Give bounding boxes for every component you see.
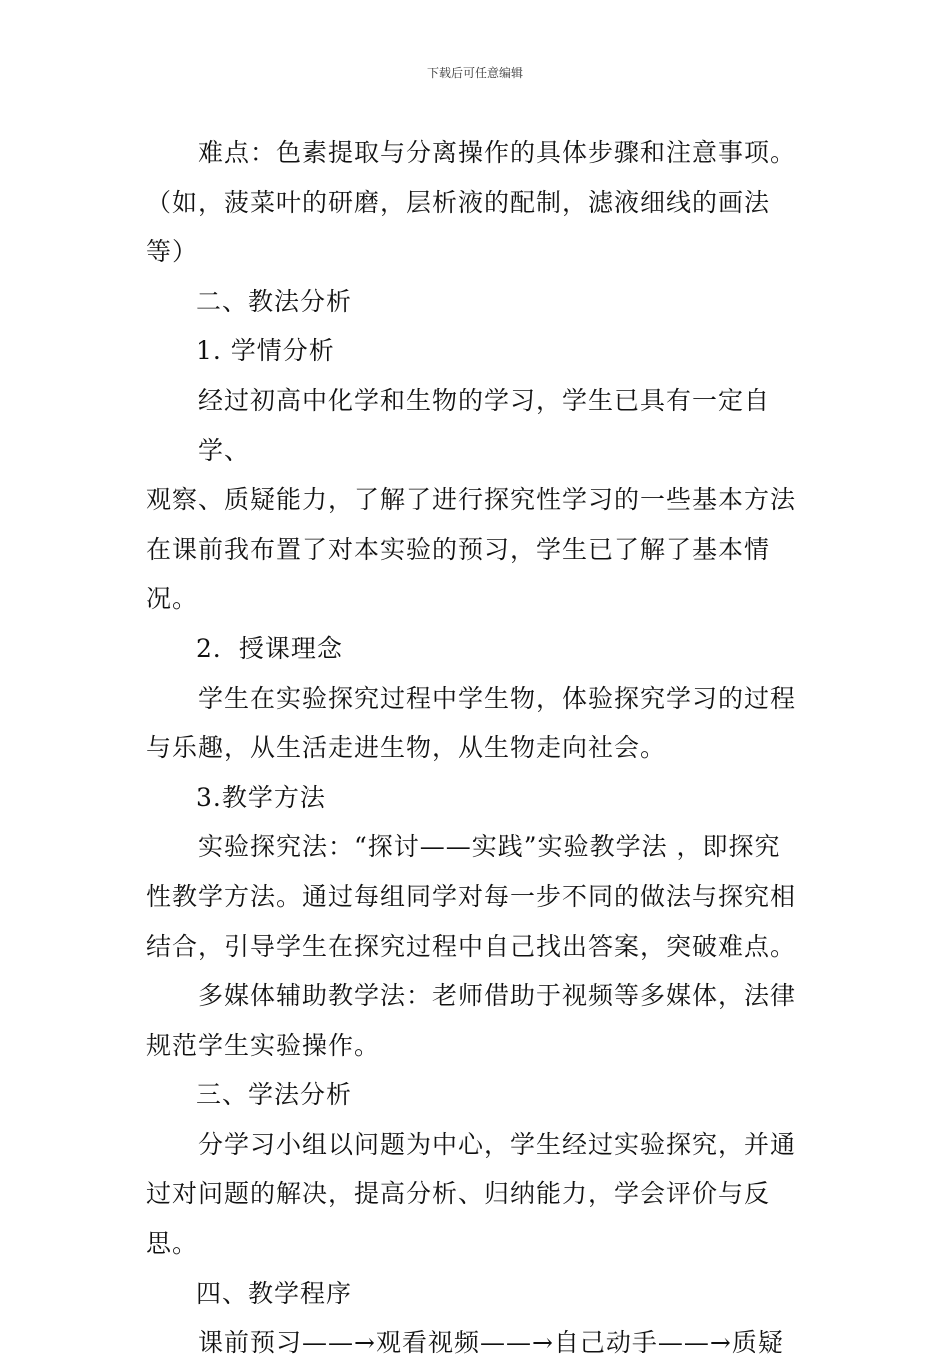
subsection-heading: 2．授课理念 — [196, 633, 343, 663]
paragraph: 性教学方法。通过每组同学对每一步不同的做法与探究相 — [146, 881, 797, 911]
paragraph: 学生在实验探究过程中学生物，体验探究学习的过程 — [198, 683, 797, 713]
paragraph: 经过初高中化学和生物的学习，学生已具有一定自学、 — [198, 385, 771, 465]
paragraph: 在课前我布置了对本实验的预习，学生已了解了基本情况。 — [146, 534, 771, 614]
paragraph: 规范学生实验操作。 — [146, 1030, 381, 1060]
section-heading: 三、学法分析 — [196, 1080, 353, 1110]
paragraph: 与乐趣，从生活走进生物，从生物走向社会。 — [146, 733, 667, 763]
paragraph: 实验探究法：“探讨——实践”实验教学法 ，即探究 — [198, 832, 781, 862]
paragraph: 结合，引导学生在探究过程中自己找出答案，突破难点。 — [146, 931, 797, 961]
paragraph: 过对问题的解决，提高分析、归纳能力，学会评价与反思。 — [146, 1179, 771, 1259]
paragraph: 分学习小组以问题为中心，学生经过实验探究，并通 — [198, 1129, 797, 1159]
paragraph: （如，菠菜叶的研磨，层析液的配制，滤液细线的画法 — [146, 187, 771, 217]
subsection-heading: 1. 学情分析 — [196, 336, 335, 366]
paragraph: 等） — [146, 237, 199, 267]
paragraph: 多媒体辅助教学法：老师借助于视频等多媒体，法律 — [198, 981, 797, 1011]
section-heading: 四、教学程序 — [196, 1278, 353, 1308]
paragraph: 难点：色素提取与分离操作的具体步骤和注意事项。 — [198, 138, 797, 167]
subsection-heading: 3.教学方法 — [196, 782, 326, 812]
procedure-flow: 课前预习——→观看视频——→自己动手——→质疑 — [198, 1328, 784, 1358]
section-heading: 二、教法分析 — [196, 286, 353, 316]
page-header: 下载后可任意编辑 — [426, 66, 523, 80]
paragraph: 观察、质疑能力，了解了进行探究性学习的一些基本方法 — [146, 485, 797, 515]
document-body — [146, 128, 810, 1368]
